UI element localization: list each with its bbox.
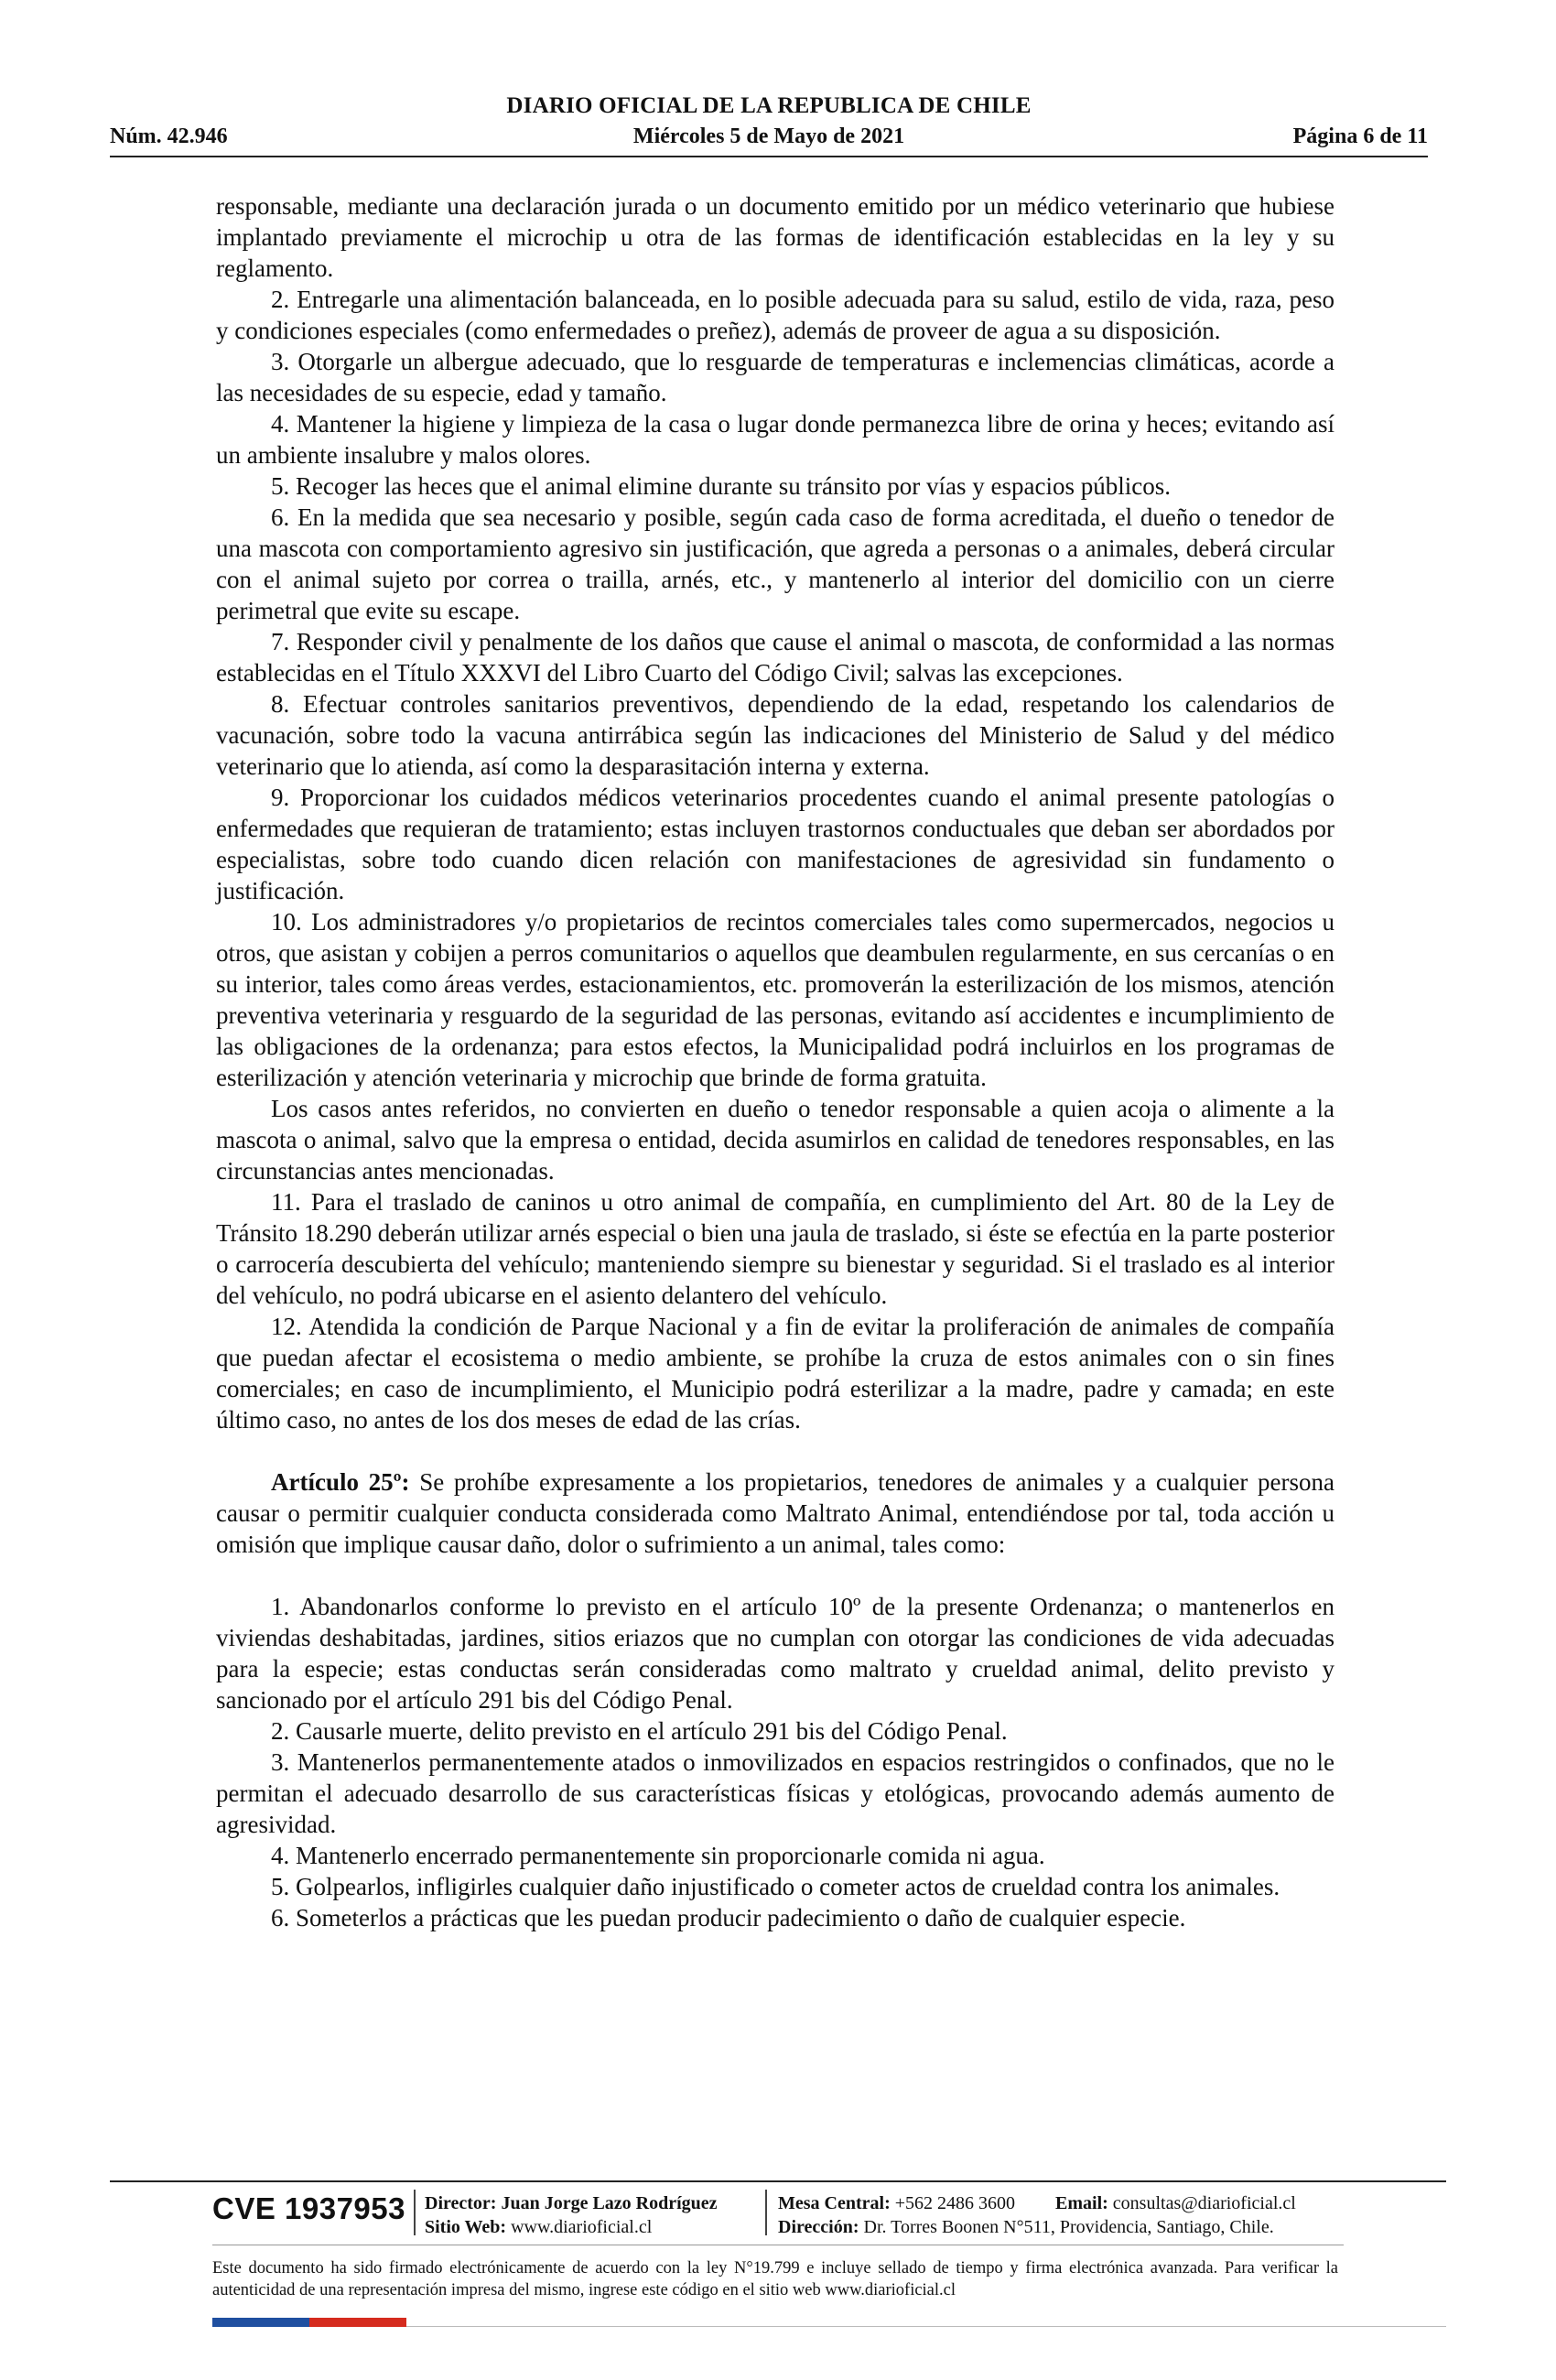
signature-notice: Este documento ha sido firmado electrónicamente de acuerdo con la ley N°19.799 e incluye sellado de tiempo y firma electrónica avanzada. Para verificar la autenticidad de una representación impresa del mismo, ingrese este código en el sitio web www.diarioficial.cl <box>212 2259 1338 2299</box>
list-item: 3. Mantenerlos permanentemente atados o inmovilizados en espacios restringidos o confinados, que no le permitan el adecuado desarrollo de sus características físicas y etológicas, provocando además aumento de agresividad. <box>216 1748 1334 1838</box>
address-label: Dirección: <box>778 2217 859 2237</box>
phone-label: Mesa Central: <box>778 2193 891 2213</box>
list-item: 2. Entregarle una alimentación balanceada, en lo posible adecuada para su salud, estilo de vida, raza, peso y condiciones especiales (como enfermedades o preñez), además de proveer de agua a su disposición. <box>216 286 1334 344</box>
list-item: 6. Someterlos a prácticas que les puedan producir padecimiento o daño de cualquier especie. <box>271 1904 1186 1931</box>
chile-flag-bar <box>212 2318 406 2327</box>
header-divider <box>110 156 1428 157</box>
article-text: Se prohíbe expresamente a los propietarios, tenedores de animales y a cualquier persona causar o permitir cualquier conducta considerada como Maltrato Animal, entendiéndose por tal, toda acción u omisión que implique causar daño, dolor o sufrimiento a un animal, tales como: <box>216 1468 1334 1558</box>
list-item: 2. Causarle muerte, delito previsto en el artículo 291 bis del Código Penal. <box>271 1717 1008 1745</box>
website-label: Sitio Web: <box>425 2217 507 2237</box>
list-item: 5. Golpearlos, infligirles cualquier daño injustificado o cometer actos de crueldad contra los animales. <box>271 1873 1280 1900</box>
paragraph: Los casos antes referidos, no convierten en dueño o tenedor responsable a quien acoja o alimente a la mascota o animal, salvo que la empresa o entidad, decida asumirlos en calidad de tenedores responsables, en las circunstancias antes mencionadas. <box>216 1095 1334 1185</box>
flag-red-segment <box>309 2318 406 2327</box>
issue-number: Núm. 42.946 <box>110 124 228 148</box>
list-item: 5. Recoger las heces que el animal elimine durante su tránsito por vías y espacios públicos. <box>271 472 1171 500</box>
footer-divider <box>110 2180 1446 2182</box>
footer-director-block <box>425 2191 718 2239</box>
footer-separator <box>414 2190 416 2235</box>
address-value: Dr. Torres Boonen N°511, Providencia, Santiago, Chile. <box>863 2217 1274 2237</box>
paragraph: responsable, mediante una declaración jurada o un documento emitido por un médico veterinario que hubiese implantado previamente el microchip u otra de las formas de identificación establecidas en la ley y su reglamento. <box>216 192 1334 282</box>
cve-code: CVE 1937953 <box>212 2191 405 2225</box>
director-name: Juan Jorge Lazo Rodríguez <box>501 2193 718 2213</box>
flag-blue-segment <box>212 2318 309 2327</box>
issue-date: Miércoles 5 de Mayo de 2021 <box>632 124 905 148</box>
list-item: 12. Atendida la condición de Parque Nacional y a fin de evitar la proliferación de animales de compañía que puedan afectar el ecosistema o medio ambiente, se prohíbe la cruza de estos animales con o sin fines comerciales; en caso de incumplimiento, el Municipio podrá esterilizar a la madre, padre y camada; en este último caso, no antes de los dos meses de edad de las crías. <box>216 1313 1334 1433</box>
list-item: 3. Otorgarle un albergue adecuado, que lo resguarde de temperaturas e inclemencias climáticas, acorde a las necesidades de su especie, edad y tamaño. <box>216 348 1334 406</box>
list-item: 11. Para el traslado de caninos u otro animal de compañía, en cumplimiento del Art. 80 de la Ley de Tránsito 18.290 deberán utilizar arnés especial o bien una jaula de traslado, si éste se efectúa en la parte posterior o carrocería descubierta del vehículo; manteniendo siempre su bienestar y seguridad. Si el traslado es al interior del vehículo, no podrá ubicarse en el asiento delantero del vehículo. <box>216 1188 1334 1309</box>
director-label: Director: <box>425 2193 497 2213</box>
list-item: 1. Abandonarlos conforme lo previsto en el artículo 10º de la presente Ordenanza; o mantenerlos en viviendas deshabitadas, jardines, sitios eriazos que no cumplan con otorgar las condiciones de vida adecuadas para la especie; estas conductas serán consideradas como maltrato y crueldad animal, delito previsto y sancionado por el artículo 291 bis del Código Penal. <box>216 1593 1334 1714</box>
article-25 <box>216 1466 1334 1560</box>
list-item: 4. Mantenerlo encerrado permanentemente sin proporcionarle comida ni agua. <box>271 1842 1045 1869</box>
phone-value: +562 2486 3600 <box>894 2193 1016 2213</box>
publication-title: DIARIO OFICIAL DE LA REPUBLICA DE CHILE <box>506 93 1032 118</box>
list-item: 6. En la medida que sea necesario y posible, según cada caso de forma acreditada, el dueño o tenedor de una mascota con comportamiento agresivo sin justificación, que agreda a personas o a animales, deberá circular con el animal sujeto por correa o trailla, arnés, etc., y mantenerlo al interior del domicilio con un cierre perimetral que evite su escape. <box>216 503 1334 624</box>
list-item: 4. Mantener la higiene y limpieza de la casa o lugar donde permanezca libre de orina y heces; evitando así un ambiente insalubre y malos olores. <box>216 410 1334 469</box>
email-label: Email: <box>1055 2193 1108 2213</box>
email-link[interactable]: consultas@diarioficial.cl <box>1112 2193 1296 2213</box>
list-item: 9. Proporcionar los cuidados médicos veterinarios procedentes cuando el animal presente patologías o enfermedades que requieran de tratamiento; estas incluyen trastornos conductuales que deban ser abordados por especialistas, sobre todo cuando dicen relación con manifestaciones de agresividad sin fundamento o justificación. <box>216 784 1334 904</box>
bottom-rule <box>406 2326 1446 2327</box>
page-header <box>110 92 1428 156</box>
article-heading: Artículo 25º: <box>271 1468 410 1496</box>
list-item: 8. Efectuar controles sanitarios preventivos, dependiendo de la edad, respetando los calendarios de vacunación, sobre todo la vacuna antirrábica según las indicaciones del Ministerio de Salud y del médico veterinario que lo atienda, así como la desparasitación interna y externa. <box>216 690 1334 780</box>
list-item: 10. Los administradores y/o propietarios de recintos comerciales tales como supermercados, negocios u otros, que asistan y cobijen a perros comunitarios o aquellos que deambulen regularmente, en sus cercanías o en su interior, tales como áreas verdes, estacionamientos, etc. promoverán la esterilización de los mismos, atención preventiva veterinaria y resguardo de la seguridad de las personas, evitando así accidentes e incumplimiento de las obligaciones de la ordenanza; para estos efectos, la Municipalidad podrá incluirlos en los programas de esterilización y atención veterinaria y microchip que brinde de forma gratuita. <box>216 908 1334 1091</box>
website-link[interactable]: www.diarioficial.cl <box>511 2217 653 2237</box>
footer-contact-block <box>778 2191 1296 2239</box>
footer-separator <box>765 2190 767 2235</box>
page-number: Página 6 de 11 <box>1292 124 1428 148</box>
document-body <box>216 190 1334 1933</box>
list-item: 7. Responder civil y penalmente de los daños que cause el animal o mascota, de conformidad a las normas establecidas en el Título XXXVI del Libro Cuarto del Código Civil; salvas las excepciones. <box>216 628 1334 687</box>
